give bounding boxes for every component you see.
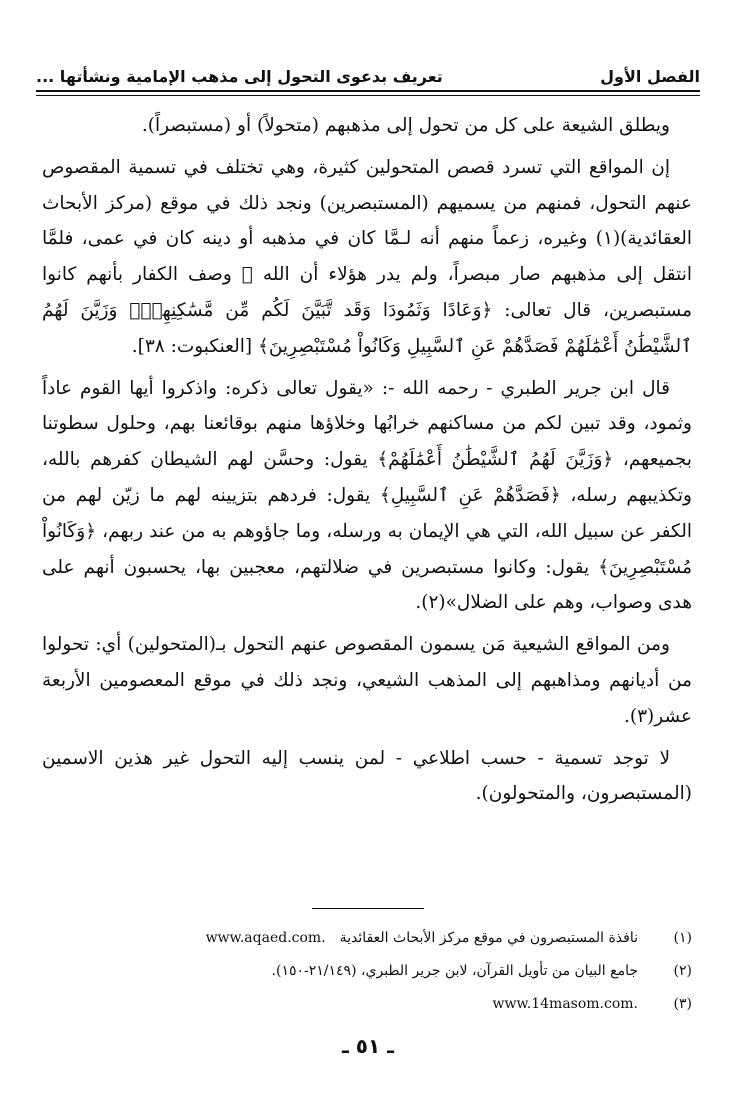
main-text <box>42 108 692 818</box>
footnote-number: (١) <box>673 930 692 946</box>
footnote-2 <box>44 955 692 988</box>
footnote-link[interactable]: www.14masom.com. <box>492 996 638 1012</box>
page-number: ـ ٥١ ـ <box>341 1034 395 1058</box>
running-header <box>36 50 700 92</box>
paragraph-5: لا توجد تسمية - حسب اطلاعي - لمن ينسب إليه التحول غير هذين الاسمين (المستبصرون، والمتحولون). <box>42 747 692 805</box>
footnote-1 <box>44 922 692 955</box>
footnotes <box>44 922 692 1021</box>
footnote-separator <box>312 908 424 909</box>
footnote-text: نافذة المستبصرون في موقع مركز الأبحاث العقائدية <box>339 930 638 946</box>
footnote-text: جامع البيان من تأويل القرآن، لابن جرير الطبري، (٢١/١٤٩-١٥٠). <box>271 963 638 979</box>
paragraph-2: إن المواقع التي تسرد قصص المتحولين كثيرة، وهي تختلف في تسمية المقصوص عنهم التحول، فمنهم من يسميهم (المستبصرين) ونجد ذلك في موقع (مركز الأبحاث العقائدية)(١) وغيره، زعماً منهم أنه لـمَّا كان في مذهبه أو دينه كان في عمى، فلمَّا انتقل إلى مذهبهم صار مبصراً، ولم يدر هؤلاء أن الله ﷻ وصف الكفار بأنهم كانوا مستبصرين، قال تعالى: ﴿وَعَادًا وَثَمُودَا وَقَد تَّبَيَّنَ لَكُم مِّن مَّسَٰكِنِهِمْۖ وَزَيَّنَ لَهُمُ ٱلشَّيْطَٰنُ أَعْمَٰلَهُمْ فَصَدَّهُمْ عَنِ ٱلسَّبِيلِ وَكَانُواْ مُسْتَبْصِرِينَ﴾ [العنكبوت: ٣٨]. <box>42 156 692 357</box>
chapter-title: الفصل الأول <box>600 67 700 86</box>
paragraph-1: ويطلق الشيعة على كل من تحول إلى مذهبهم (متحولاً) أو (مستبصراً). <box>141 115 670 136</box>
footnote-number: (٣) <box>673 996 692 1012</box>
paragraph-4: ومن المواقع الشيعية مَن يسمون المقصوص عنهم التحول بـ(المتحولين) أي: تحولوا من أديانهم ومذاهبهم إلى المذهب الشيعي، ونجد ذلك في موقع المعصومين الأربعة عشر(٣). <box>42 634 692 727</box>
footnote-link[interactable]: www.aqaed.com. <box>205 930 326 946</box>
section-title: تعريف بدعوى التحول إلى مذهب الإمامية ونشأتها ... <box>36 67 443 86</box>
footnote-number: (٢) <box>673 963 692 979</box>
footnote-3 <box>44 988 692 1021</box>
paragraph-3: قال ابن جرير الطبري - رحمه الله -: «يقول تعالى ذكره: واذكروا أيها القوم عاداً وثمود، وقد تبين لكم من مساكنهم خرابُها وخلاؤها منهم بوقائعنا بهم، وحلول سطوتنا بجميعهم، ﴿وَزَيَّنَ لَهُمُ ٱلشَّيْطَٰنُ أَعْمَٰلَهُمْ﴾ يقول: وحسَّن لهم الشيطان كفرهم بالله، وتكذيبهم رسله، ﴿فَصَدَّهُمْ عَنِ ٱلسَّبِيلِ﴾ يقول: فردهم بتزيينه لهم ما زيّن لهم من الكفر عن سبيل الله، التي هي الإيمان به ورسله، وما جاؤوهم به من عند ربهم، ﴿وَكَانُواْ مُسْتَبْصِرِينَ﴾ يقول: وكانوا مستبصرين في ضلالتهم، معجبين بها، يحسبون أنهم على هدى وصواب، وهم على الضلال»(٢). <box>42 377 692 614</box>
